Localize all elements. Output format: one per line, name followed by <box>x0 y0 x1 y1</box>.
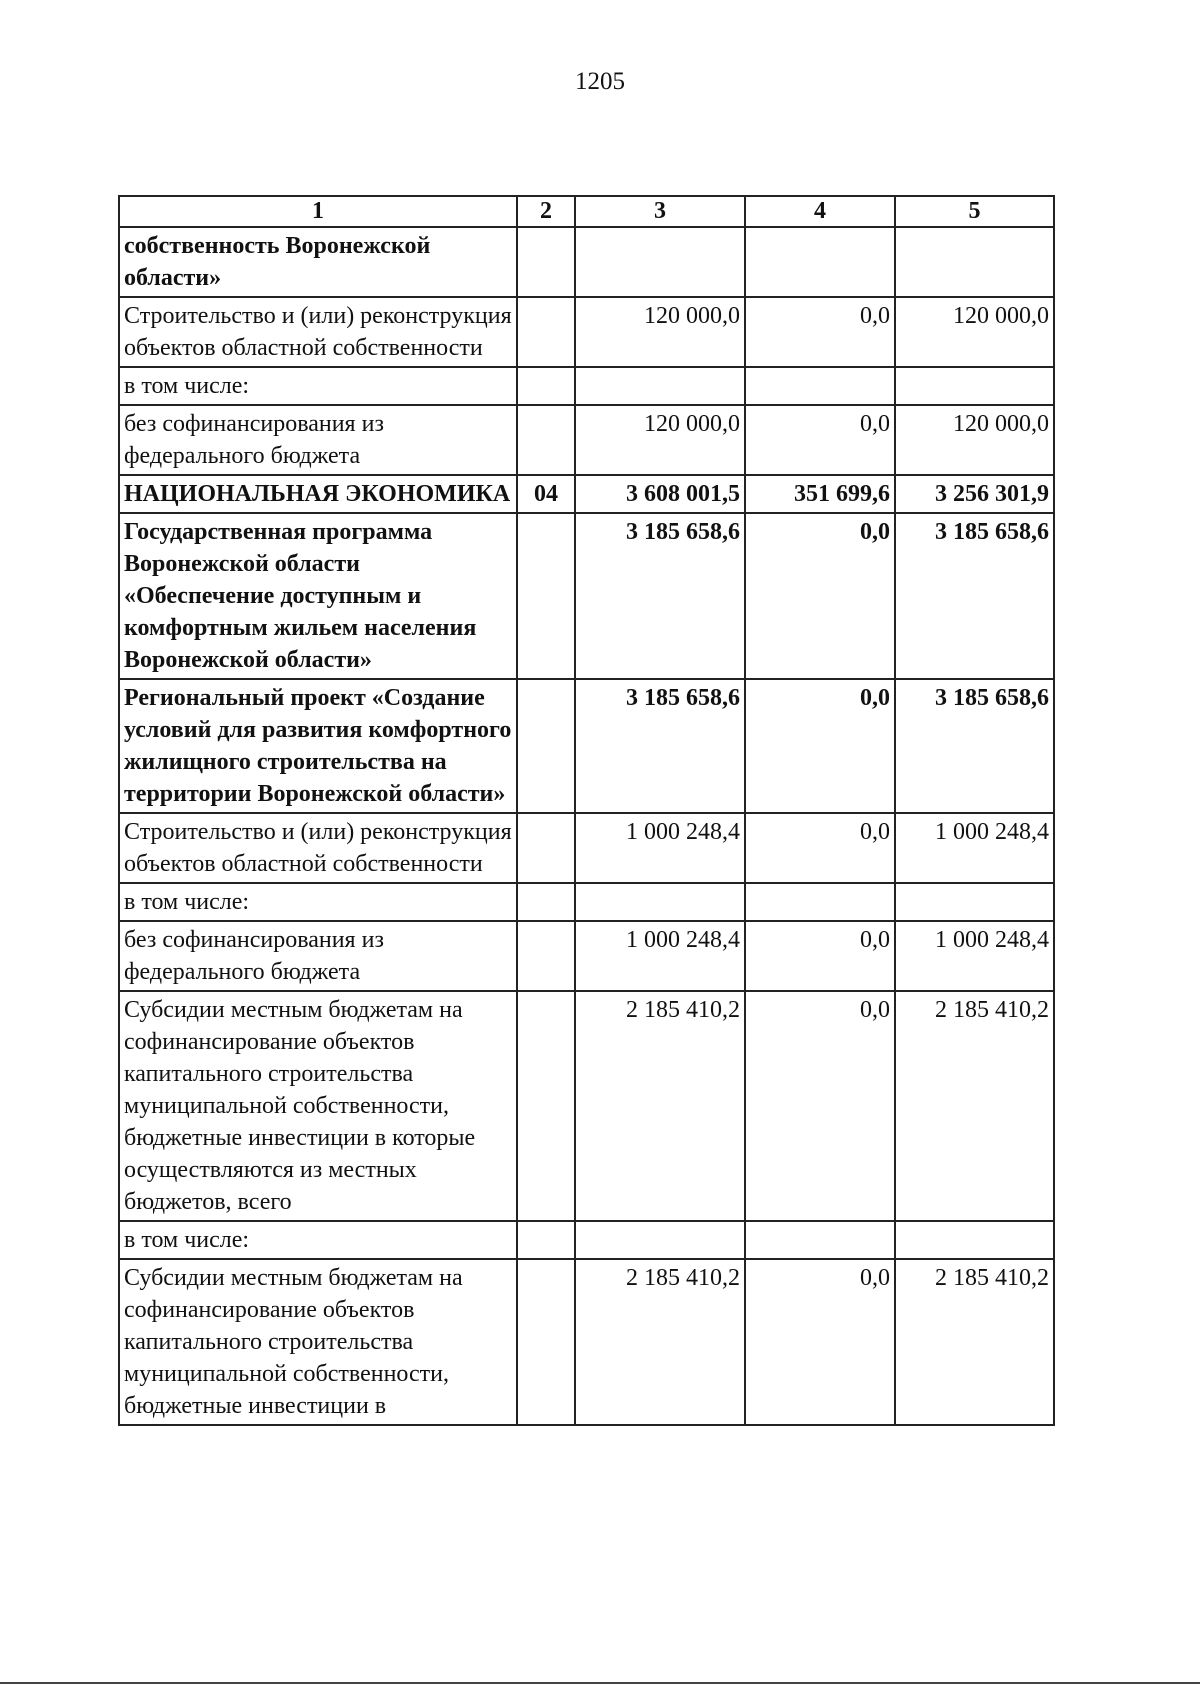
row-name-cell: НАЦИОНАЛЬНАЯ ЭКОНОМИКА <box>119 475 517 513</box>
table-row <box>119 227 1054 297</box>
row-col5-value <box>895 1221 1054 1259</box>
row-col3-value: 2 185 410,2 <box>575 1259 745 1425</box>
table-row <box>119 1221 1054 1259</box>
row-col4-value: 0,0 <box>745 1259 895 1425</box>
row-col5-value <box>895 227 1054 297</box>
row-col3-value: 120 000,0 <box>575 297 745 367</box>
row-col3-value <box>575 883 745 921</box>
header-row <box>119 196 1054 227</box>
row-col5-value: 120 000,0 <box>895 297 1054 367</box>
row-name-cell: в том числе: <box>119 883 517 921</box>
table-row <box>119 297 1054 367</box>
row-name-cell: без софинансирования из федерального бюджета <box>119 405 517 475</box>
row-col5-value: 1 000 248,4 <box>895 921 1054 991</box>
row-col3-value: 2 185 410,2 <box>575 991 745 1221</box>
row-name-cell: собственность Воронежской области» <box>119 227 517 297</box>
row-code-cell <box>517 297 575 367</box>
row-code-cell <box>517 1259 575 1425</box>
table-row <box>119 813 1054 883</box>
row-col5-value: 3 256 301,9 <box>895 475 1054 513</box>
row-code-cell <box>517 991 575 1221</box>
row-col3-value <box>575 1221 745 1259</box>
row-col3-value: 3 608 001,5 <box>575 475 745 513</box>
row-col4-value: 0,0 <box>745 813 895 883</box>
table-body <box>119 227 1054 1425</box>
row-col5-value: 2 185 410,2 <box>895 991 1054 1221</box>
row-col4-value: 0,0 <box>745 679 895 813</box>
row-col5-value <box>895 367 1054 405</box>
row-name-cell: Субсидии местным бюджетам на софинансирование объектов капитального строительства муниципальной собственности, бюджетные инвестиции в которые осуществляются из местных бюджетов, всего <box>119 991 517 1221</box>
row-code-cell <box>517 883 575 921</box>
row-name-cell: Государственная программа Воронежской области «Обеспечение доступным и комфортным жильем населения Воронежской области» <box>119 513 517 679</box>
row-col5-value: 120 000,0 <box>895 405 1054 475</box>
row-col3-value: 3 185 658,6 <box>575 513 745 679</box>
row-code-cell: 04 <box>517 475 575 513</box>
header-col-4: 4 <box>745 196 895 227</box>
table-row <box>119 679 1054 813</box>
row-name-cell: без софинансирования из федерального бюджета <box>119 921 517 991</box>
table-row <box>119 1259 1054 1425</box>
row-name-cell: в том числе: <box>119 1221 517 1259</box>
header-col-5: 5 <box>895 196 1054 227</box>
table-row <box>119 475 1054 513</box>
row-code-cell <box>517 813 575 883</box>
table-row <box>119 405 1054 475</box>
row-col4-value: 0,0 <box>745 405 895 475</box>
row-col5-value: 2 185 410,2 <box>895 1259 1054 1425</box>
table-row <box>119 921 1054 991</box>
row-col3-value <box>575 367 745 405</box>
row-code-cell <box>517 405 575 475</box>
row-col4-value: 0,0 <box>745 513 895 679</box>
table-row <box>119 991 1054 1221</box>
row-name-cell: Строительство и (или) реконструкция объектов областной собственности <box>119 297 517 367</box>
row-col5-value: 3 185 658,6 <box>895 513 1054 679</box>
row-col4-value: 0,0 <box>745 991 895 1221</box>
table-row <box>119 883 1054 921</box>
budget-table <box>118 195 1055 1426</box>
row-code-cell <box>517 679 575 813</box>
table-row <box>119 513 1054 679</box>
row-col3-value <box>575 227 745 297</box>
row-col3-value: 3 185 658,6 <box>575 679 745 813</box>
row-col4-value <box>745 883 895 921</box>
row-col4-value <box>745 1221 895 1259</box>
row-col4-value <box>745 367 895 405</box>
row-col4-value: 0,0 <box>745 297 895 367</box>
row-name-cell: Строительство и (или) реконструкция объектов областной собственности <box>119 813 517 883</box>
row-name-cell: в том числе: <box>119 367 517 405</box>
page-number: 1205 <box>575 68 625 95</box>
row-col4-value: 0,0 <box>745 921 895 991</box>
bottom-rule <box>0 1682 1200 1684</box>
header-col-3: 3 <box>575 196 745 227</box>
row-col5-value: 1 000 248,4 <box>895 813 1054 883</box>
row-name-cell: Региональный проект «Создание условий для развития комфортного жилищного строительства на территории Воронежской области» <box>119 679 517 813</box>
row-code-cell <box>517 921 575 991</box>
row-col4-value: 351 699,6 <box>745 475 895 513</box>
table-row <box>119 367 1054 405</box>
row-name-cell: Субсидии местным бюджетам на софинансирование объектов капитального строительства муниципальной собственности, бюджетные инвестиции в <box>119 1259 517 1425</box>
row-col5-value: 3 185 658,6 <box>895 679 1054 813</box>
row-code-cell <box>517 227 575 297</box>
row-col3-value: 1 000 248,4 <box>575 813 745 883</box>
header-col-2: 2 <box>517 196 575 227</box>
row-code-cell <box>517 513 575 679</box>
row-code-cell <box>517 367 575 405</box>
row-col3-value: 1 000 248,4 <box>575 921 745 991</box>
row-col3-value: 120 000,0 <box>575 405 745 475</box>
row-code-cell <box>517 1221 575 1259</box>
header-col-1: 1 <box>119 196 517 227</box>
row-col4-value <box>745 227 895 297</box>
row-col5-value <box>895 883 1054 921</box>
